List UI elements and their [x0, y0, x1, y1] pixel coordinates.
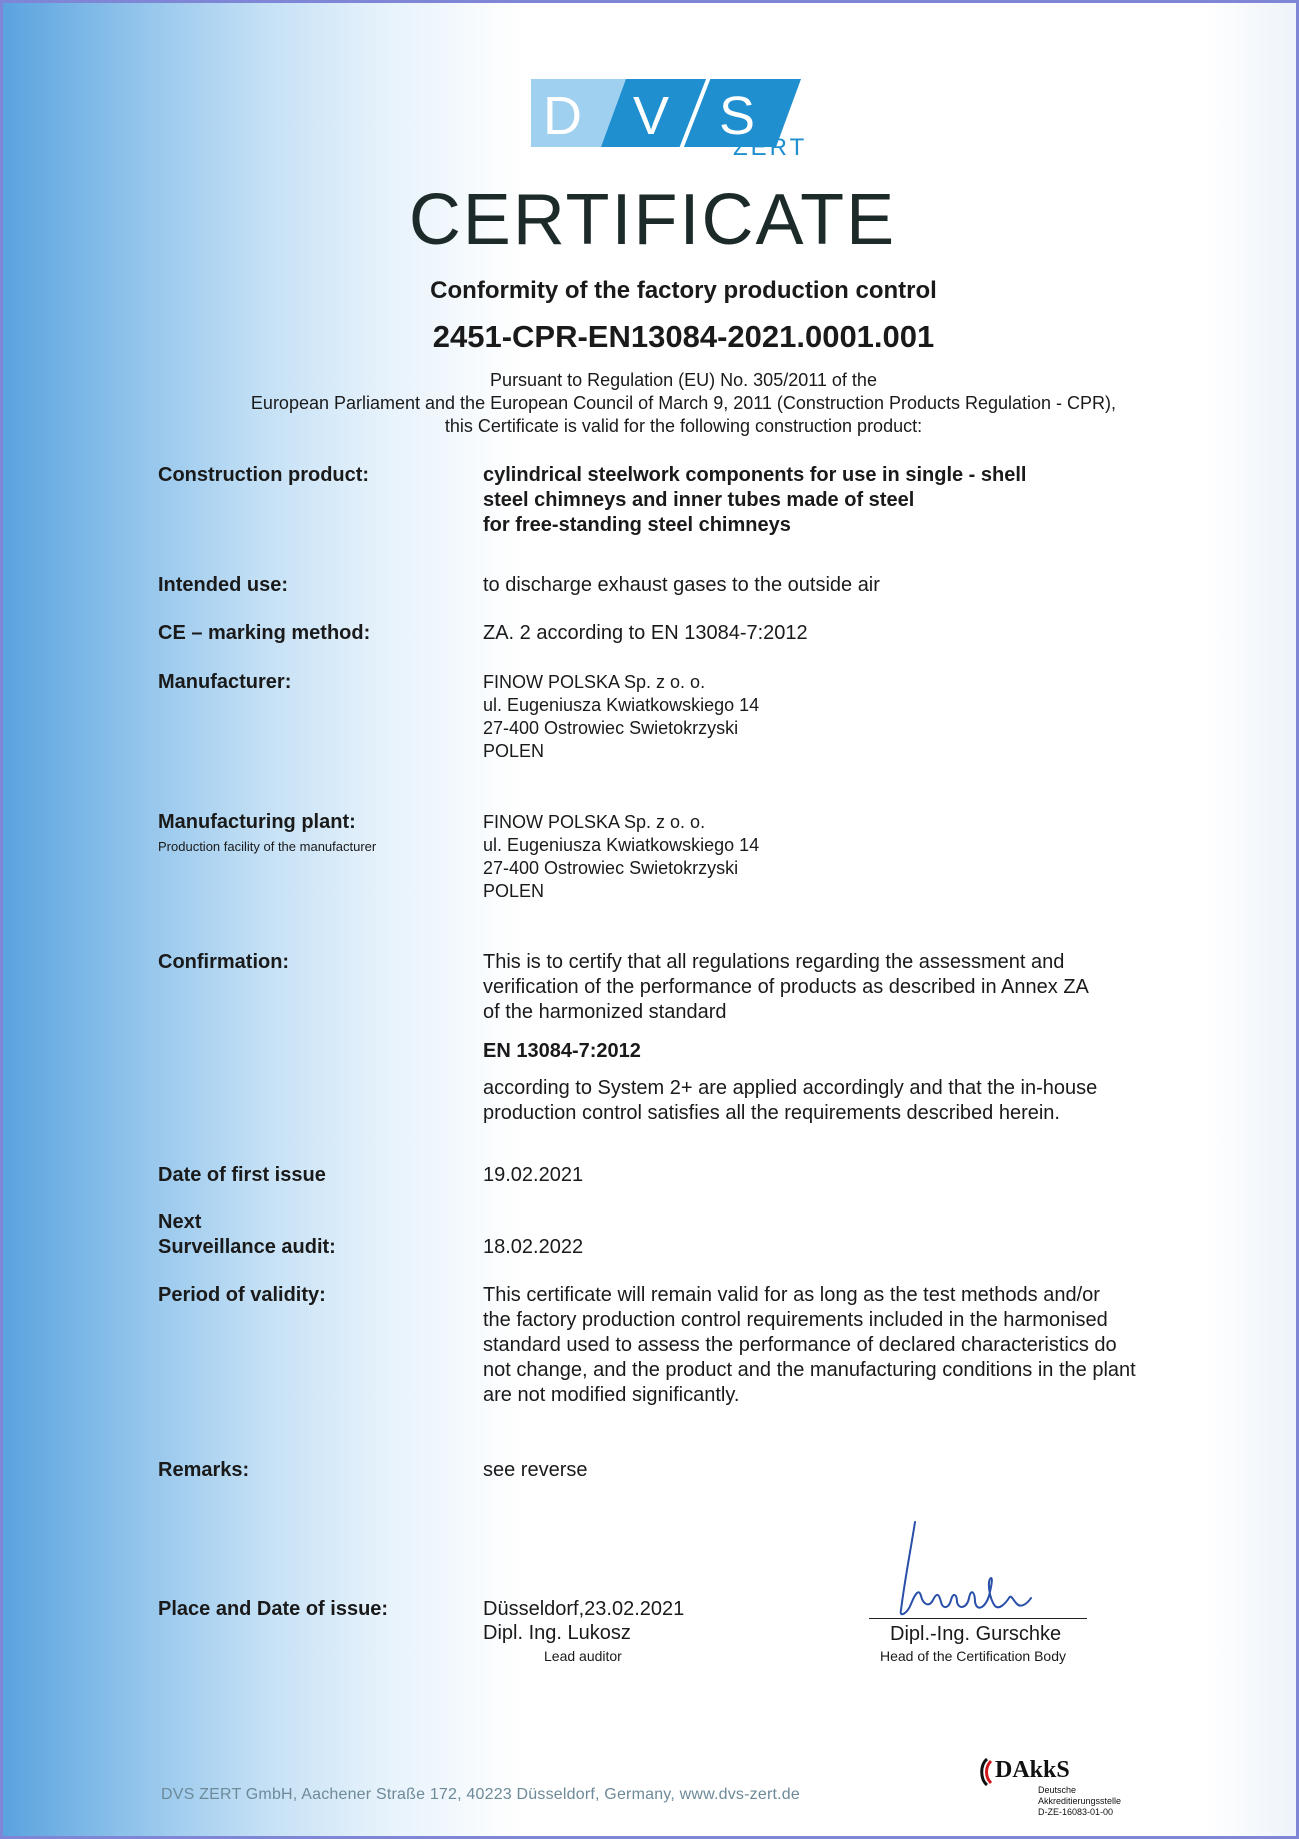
- manufacturing-plant-label: Manufacturing plant:: [158, 811, 356, 833]
- validity-line: are not modified significantly.: [483, 1384, 740, 1406]
- issue-place-date: Düsseldorf,23.02.2021: [483, 1598, 685, 1620]
- issue-label: Place and Date of issue:: [158, 1598, 389, 1620]
- ce-marking-value: ZA. 2 according to EN 13084-7:2012: [483, 622, 808, 644]
- dakks-line: Akkreditierungsstelle: [1038, 1796, 1122, 1806]
- certificate-subtitle: Conformity of the factory production control: [430, 277, 937, 304]
- manufacturer-address: [483, 671, 759, 763]
- dvs-zert-logo: [531, 79, 851, 159]
- dakks-line: D-ZE-16083-01-00: [1038, 1807, 1114, 1817]
- handwritten-signature: [893, 1518, 1053, 1623]
- validity-line: This certificate will remain valid for as long as the test methods and/or: [483, 1284, 1100, 1306]
- address-line: ul. Eugeniusza Kwiatkowskiego 14: [483, 835, 760, 855]
- confirmation-text-2: [483, 1076, 1097, 1126]
- first-issue-label: Date of first issue: [158, 1164, 326, 1186]
- confirmation-standard: EN 13084-7:2012: [483, 1040, 641, 1062]
- validity-text: [483, 1283, 1136, 1408]
- manufacturer-label: Manufacturer:: [158, 671, 292, 693]
- address-line: POLEN: [483, 741, 545, 761]
- preamble-line: this Certificate is valid for the following construction product:: [444, 416, 923, 436]
- construction-product-line: for free-standing steel chimneys: [483, 514, 791, 536]
- certificate-number: 2451-CPR-EN13084-2021.0001.001: [432, 319, 935, 354]
- head-role: Head of the Certification Body: [880, 1648, 1066, 1664]
- intended-use-value: to discharge exhaust gases to the outside air: [483, 574, 880, 596]
- validity-line: the factory production control requirements included in the harmonised: [483, 1309, 1108, 1331]
- intended-use-label: Intended use:: [158, 574, 289, 596]
- address-line: ul. Eugeniusza Kwiatkowskiego 14: [483, 695, 760, 715]
- dakks-brand: DAkkS: [995, 1757, 1070, 1783]
- confirmation-line: of the harmonized standard: [483, 1001, 727, 1023]
- manufacturing-plant-sublabel: Production facility of the manufacturer: [158, 839, 377, 854]
- address-line: FINOW POLSKA Sp. z o. o.: [483, 672, 706, 692]
- remarks-value: see reverse: [483, 1459, 588, 1481]
- auditor-role: Lead auditor: [544, 1648, 622, 1664]
- certificate-title: CERTIFICATE: [408, 180, 897, 260]
- construction-product-line: steel chimneys and inner tubes made of steel: [483, 489, 915, 511]
- surveillance-label-line: Next: [158, 1211, 202, 1233]
- confirmation-line: This is to certify that all regulations regarding the assessment and: [483, 951, 1065, 973]
- address-line: FINOW POLSKA Sp. z o. o.: [483, 812, 706, 832]
- ce-marking-label: CE – marking method:: [158, 622, 371, 644]
- confirmation-line: production control satisfies all the requirements described herein.: [483, 1102, 1060, 1124]
- head-name: Dipl.-Ing. Gurschke: [890, 1623, 1062, 1645]
- surveillance-label: [158, 1210, 336, 1260]
- manufacturing-plant-address: [483, 811, 759, 903]
- address-line: 27-400 Ostrowiec Swietokrzyski: [483, 858, 739, 878]
- validity-line: not change, and the product and the manufacturing conditions in the plant: [483, 1359, 1136, 1381]
- construction-product-value: [483, 463, 1026, 538]
- construction-product-line: cylindrical steelwork components for use in single - shell: [483, 464, 1027, 486]
- address-line: 27-400 Ostrowiec Swietokrzyski: [483, 718, 739, 738]
- dakks-text: [1038, 1785, 1121, 1818]
- dakks-flag-icon: [977, 1757, 993, 1787]
- confirmation-text: [483, 950, 1089, 1025]
- construction-product-label: Construction product:: [158, 464, 370, 486]
- validity-line: standard used to assess the performance of declared characteristics do: [483, 1334, 1117, 1356]
- logo-zert: ZERT: [733, 134, 808, 159]
- preamble-line: European Parliament and the European Council of March 9, 2011 (Construction Products Regulation - CPR),: [250, 393, 1117, 413]
- dakks-line: Deutsche: [1038, 1785, 1077, 1795]
- dakks-accreditation-mark: [973, 1745, 1148, 1823]
- surveillance-value: 18.02.2022: [483, 1236, 584, 1258]
- first-issue-value: 19.02.2021: [483, 1164, 584, 1186]
- logo-letter-v: V: [633, 86, 670, 146]
- logo-letter-s: S: [719, 86, 756, 146]
- validity-label: Period of validity:: [158, 1284, 326, 1306]
- auditor-name: Dipl. Ing. Lukosz: [483, 1622, 631, 1644]
- remarks-label: Remarks:: [158, 1459, 250, 1481]
- preamble-line: Pursuant to Regulation (EU) No. 305/2011 of the: [490, 370, 877, 390]
- confirmation-line: according to System 2+ are applied accordingly and that the in-house: [483, 1077, 1098, 1099]
- confirmation-line: verification of the performance of products as described in Annex ZA: [483, 976, 1089, 998]
- signature-line: [869, 1618, 1087, 1619]
- logo-letter-d: D: [543, 86, 582, 146]
- surveillance-label-line: Surveillance audit:: [158, 1236, 336, 1258]
- footer-address: DVS ZERT GmbH, Aachener Straße 172, 40223 Düsseldorf, Germany, www.dvs-zert.de: [161, 1786, 800, 1803]
- confirmation-label: Confirmation:: [158, 951, 290, 973]
- address-line: POLEN: [483, 881, 545, 901]
- preamble: [3, 369, 1299, 438]
